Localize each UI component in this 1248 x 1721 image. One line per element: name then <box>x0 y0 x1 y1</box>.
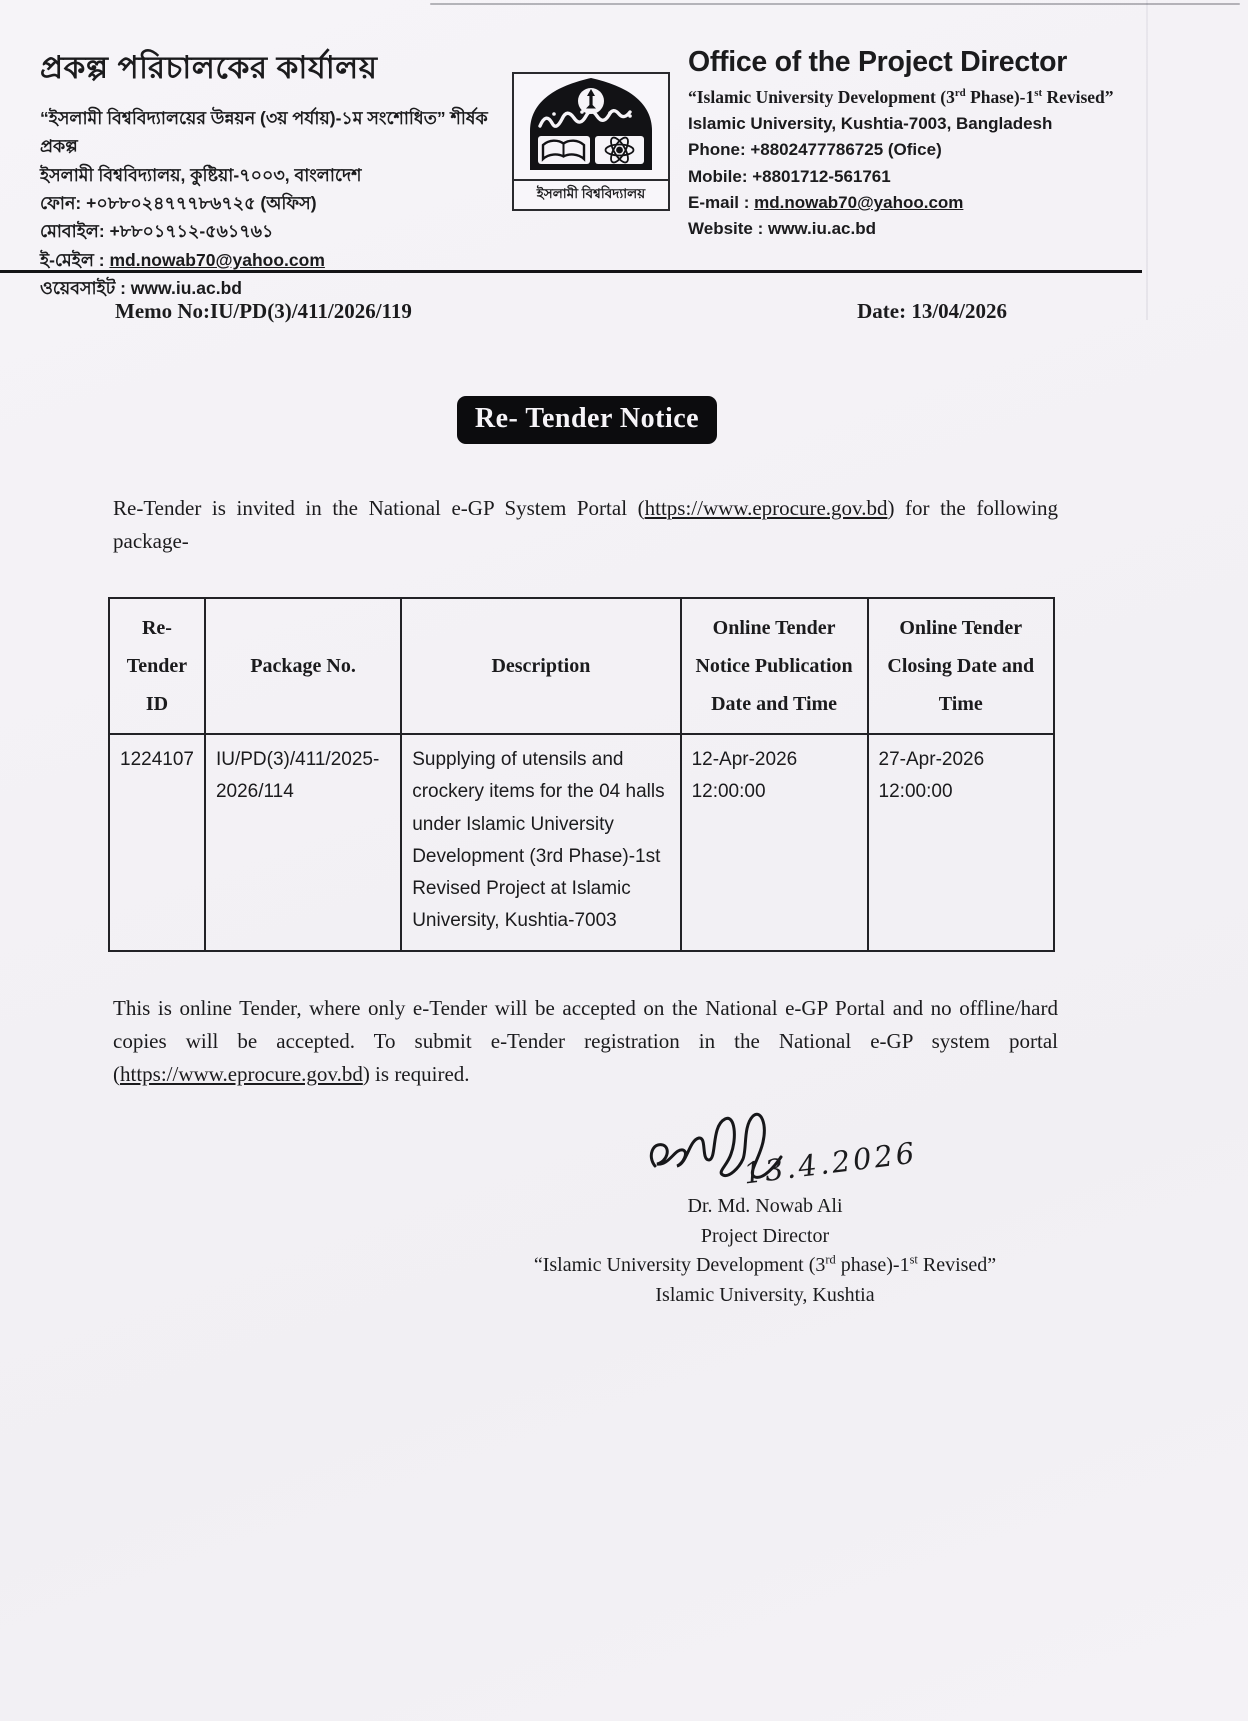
phone-en: Phone: +8802477786725 (Ofice) <box>688 140 942 160</box>
mobile-en: Mobile: +8801712-561761 <box>688 166 891 186</box>
notice-title-badge: Re- Tender Notice <box>457 396 717 444</box>
office-title-bn: প্রকল্প পরিচালকের কার্যালয় <box>40 50 378 85</box>
email-address: md.nowab70@yahoo.com <box>109 249 325 270</box>
website-address-en: www.iu.ac.bd <box>767 219 876 239</box>
mobile-bn: মোবাইল: +৮৮০১৭১২-৫৬১৭৬১ <box>40 221 274 242</box>
header-publication-date: Online Tender Notice Publication Date and Time <box>681 598 868 734</box>
header-package-no: Package No. <box>205 598 401 734</box>
project-line-en: “Islamic University Development (3rd Phase)-1st Revised” <box>688 87 1114 107</box>
header-retender-id: Re-Tender ID <box>109 598 205 734</box>
signatory-designation: Project Director <box>700 1224 830 1247</box>
signature-block <box>495 1108 1035 1310</box>
website-label-bn: ওয়েবসাইট : <box>40 278 131 299</box>
signatory-organization: “Islamic University Development (3rd phase)-1st Revised” <box>533 1252 997 1277</box>
cell-retender-id: 1224107 <box>109 734 205 951</box>
handwritten-date: 13.4.2026 <box>741 1135 919 1191</box>
memo-date: Date: 13/04/2026 <box>857 299 1007 323</box>
closing-paragraph: This is online Tender, where only e-Tender will be accepted on the National e-GP Portal and no offline/hard copies will be accepted. To submit e-Tender registration in the National e-GP system portal (https://www.eprocure.gov.bd) is required. <box>113 996 1058 1087</box>
website-address: www.iu.ac.bd <box>130 278 242 299</box>
tender-table <box>108 597 1055 952</box>
paper-crease <box>1146 0 1148 320</box>
cell-publication <box>681 734 868 951</box>
website-label-en: Website : <box>688 219 768 239</box>
address-bn: ইসলামী বিশ্ববিদ্যালয়, কুষ্টিয়া-৭০০৩, বাংলাদেশ <box>40 164 362 185</box>
header-closing-date: Online Tender Closing Date and Time <box>868 598 1054 734</box>
notice-title-row <box>0 396 1174 444</box>
email-line-en <box>688 190 1128 216</box>
email-label-en: E-mail : <box>688 193 755 213</box>
closing-time: 12:00:00 <box>878 781 953 803</box>
email-label-bn: ই-মেইল : <box>40 249 110 270</box>
publication-time: 12:00:00 <box>691 781 766 803</box>
logo-emblem <box>512 72 670 181</box>
cell-package-no: IU/PD(3)/411/2025-2026/114 <box>205 734 401 951</box>
cell-closing <box>868 734 1054 951</box>
memo-row <box>115 299 1007 324</box>
header-description: Description <box>401 598 680 734</box>
publication-date: 12-Apr-2026 <box>691 749 798 770</box>
intro-paragraph: Re-Tender is invited in the National e-GP System Portal (https://www.eprocure.gov.bd) for the following package- <box>113 496 1059 554</box>
logo-emblem-art <box>516 76 666 172</box>
table-row <box>109 734 1054 951</box>
closing-date: 27-Apr-2026 <box>878 749 985 770</box>
scan-edge-artifact <box>430 3 1240 5</box>
eprocure-url: https://www.eprocure.gov.bd <box>644 496 888 520</box>
memo-number: Memo No:IU/PD(3)/411/2026/119 <box>115 299 412 323</box>
phone-bn: ফোন: +০৮৮০২৪৭৭৭৮৬৭২৫ (অফিস) <box>40 193 317 214</box>
cell-description: Supplying of utensils and crockery items for the 04 halls under Islamic University Development (3rd Phase)-1st Revised Project at Islamic University, Kushtia-7003 <box>401 734 680 951</box>
signatory-place: Islamic University, Kushtia <box>655 1283 875 1306</box>
letterhead-bengali <box>40 44 508 302</box>
email-address-en: md.nowab70@yahoo.com <box>754 193 964 213</box>
project-line-bn: “ইসলামী বিশ্ববিদ্যালয়ের উন্নয়ন (৩য় পর্যায়)-১ম সংশোধিত” শীর্ষক প্রকল্প <box>40 108 488 157</box>
letterhead-english <box>688 46 1128 243</box>
website-line-en <box>688 216 1128 242</box>
office-title-en: Office of the Project Director <box>688 46 1067 78</box>
letterhead-divider <box>0 270 1142 273</box>
tender-table-header <box>109 598 1054 734</box>
eprocure-url-2: https://www.eprocure.gov.bd <box>120 1062 363 1087</box>
logo-caption: ইসলামী বিশ্ববিদ্যালয় <box>512 181 670 211</box>
islamic-university-logo <box>512 72 670 211</box>
signature-art <box>495 1108 1035 1194</box>
address-en: Islamic University, Kushtia-7003, Bangladesh <box>688 114 1053 133</box>
signatory-name: Dr. Md. Nowab Ali <box>687 1195 843 1217</box>
